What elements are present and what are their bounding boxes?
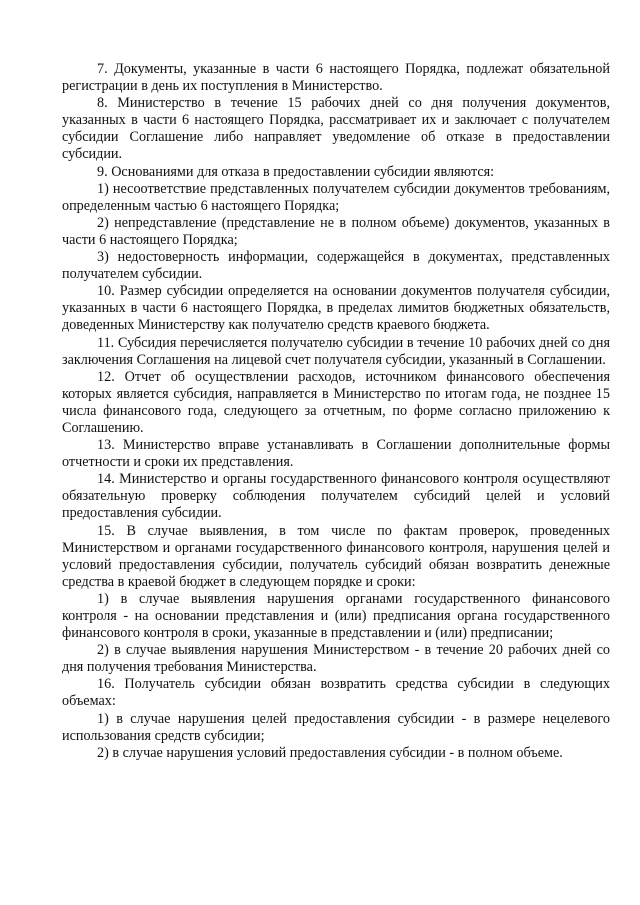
paragraph-16-item-2: 2) в случае нарушения условий предоставления субсидии - в полном объеме. xyxy=(97,744,563,761)
paragraph-9: 9. Основаниями для отказа в предоставлении субсидии являются: xyxy=(97,163,495,180)
paragraph-15: 15. В случае выявления, в том числе по фактам проверок, проведенных Министерством и органами государственного финансового контроля, нарушения целей и условий предоставления субсидии, получатель субсидий обязан возвратить денежные средства в краевой бюджет в следующем порядке и сроки: xyxy=(62,522,610,590)
paragraph-12: 12. Отчет об осуществлении расходов, источником финансового обеспечения которых является субсидия, направляется в Министерство по итогам года, не позднее 15 числа финансового года, следующего за отчетным, по форме согласно приложению к Соглашению. xyxy=(62,368,610,436)
paragraph-9-item-3: 3) недостоверность информации, содержащейся в документах, представленных получателем субсидии. xyxy=(62,249,610,283)
paragraph-9-item-1: 1) несоответствие представленных получателем субсидии документов требованиям, определенным частью 6 настоящего Порядка; xyxy=(62,180,610,214)
paragraph-13: 13. Министерство вправе устанавливать в Соглашении дополнительные формы отчетности и сроки их представления. xyxy=(62,437,610,471)
paragraph-9-item-2: 2) непредставление (представление не в полном объеме) документов, указанных в части 6 настоящего Порядка; xyxy=(62,214,610,248)
paragraph-10: 10. Размер субсидии определяется на основании документов получателя субсидии, указанных в части 6 настоящего Порядка, в пределах лимитов бюджетных обязательств, доведенных Министерству как получателю средств краевого бюджета. xyxy=(62,283,610,334)
paragraph-7: 7. Документы, указанные в части 6 настоящего Порядка, подлежат обязательной регистрации в день их поступления в Министерство. xyxy=(62,61,610,95)
paragraph-16: 16. Получатель субсидии обязан возвратить средства субсидии в следующих объемах: xyxy=(62,676,610,710)
document-page xyxy=(62,61,610,762)
paragraph-11: 11. Субсидия перечисляется получателю субсидии в течение 10 рабочих дней со дня заключения Соглашения на лицевой счет получателя субсидии, указанный в Соглашении. xyxy=(62,334,610,368)
paragraph-15-item-2: 2) в случае выявления нарушения Министерством - в течение 20 рабочих дней со дня получения требования Министерства. xyxy=(62,642,610,676)
paragraph-14: 14. Министерство и органы государственного финансового контроля осуществляют обязательную проверку соблюдения получателем субсидий целей и условий предоставления субсидии. xyxy=(62,471,610,522)
paragraph-8: 8. Министерство в течение 15 рабочих дней со дня получения документов, указанных в части 6 настоящего Порядка, рассматривает их и заключает с получателем субсидии Соглашение либо направляет уведомление об отказе в предоставлении субсидии. xyxy=(62,95,610,163)
paragraph-15-item-1: 1) в случае выявления нарушения органами государственного финансового контроля - на основании представления и (или) предписания органа государственного финансового контроля в сроки, указанные в представлении и (или) предписании; xyxy=(62,590,610,642)
paragraph-16-item-1: 1) в случае нарушения целей предоставления субсидии - в размере нецелевого использования средств субсидии; xyxy=(62,710,610,744)
